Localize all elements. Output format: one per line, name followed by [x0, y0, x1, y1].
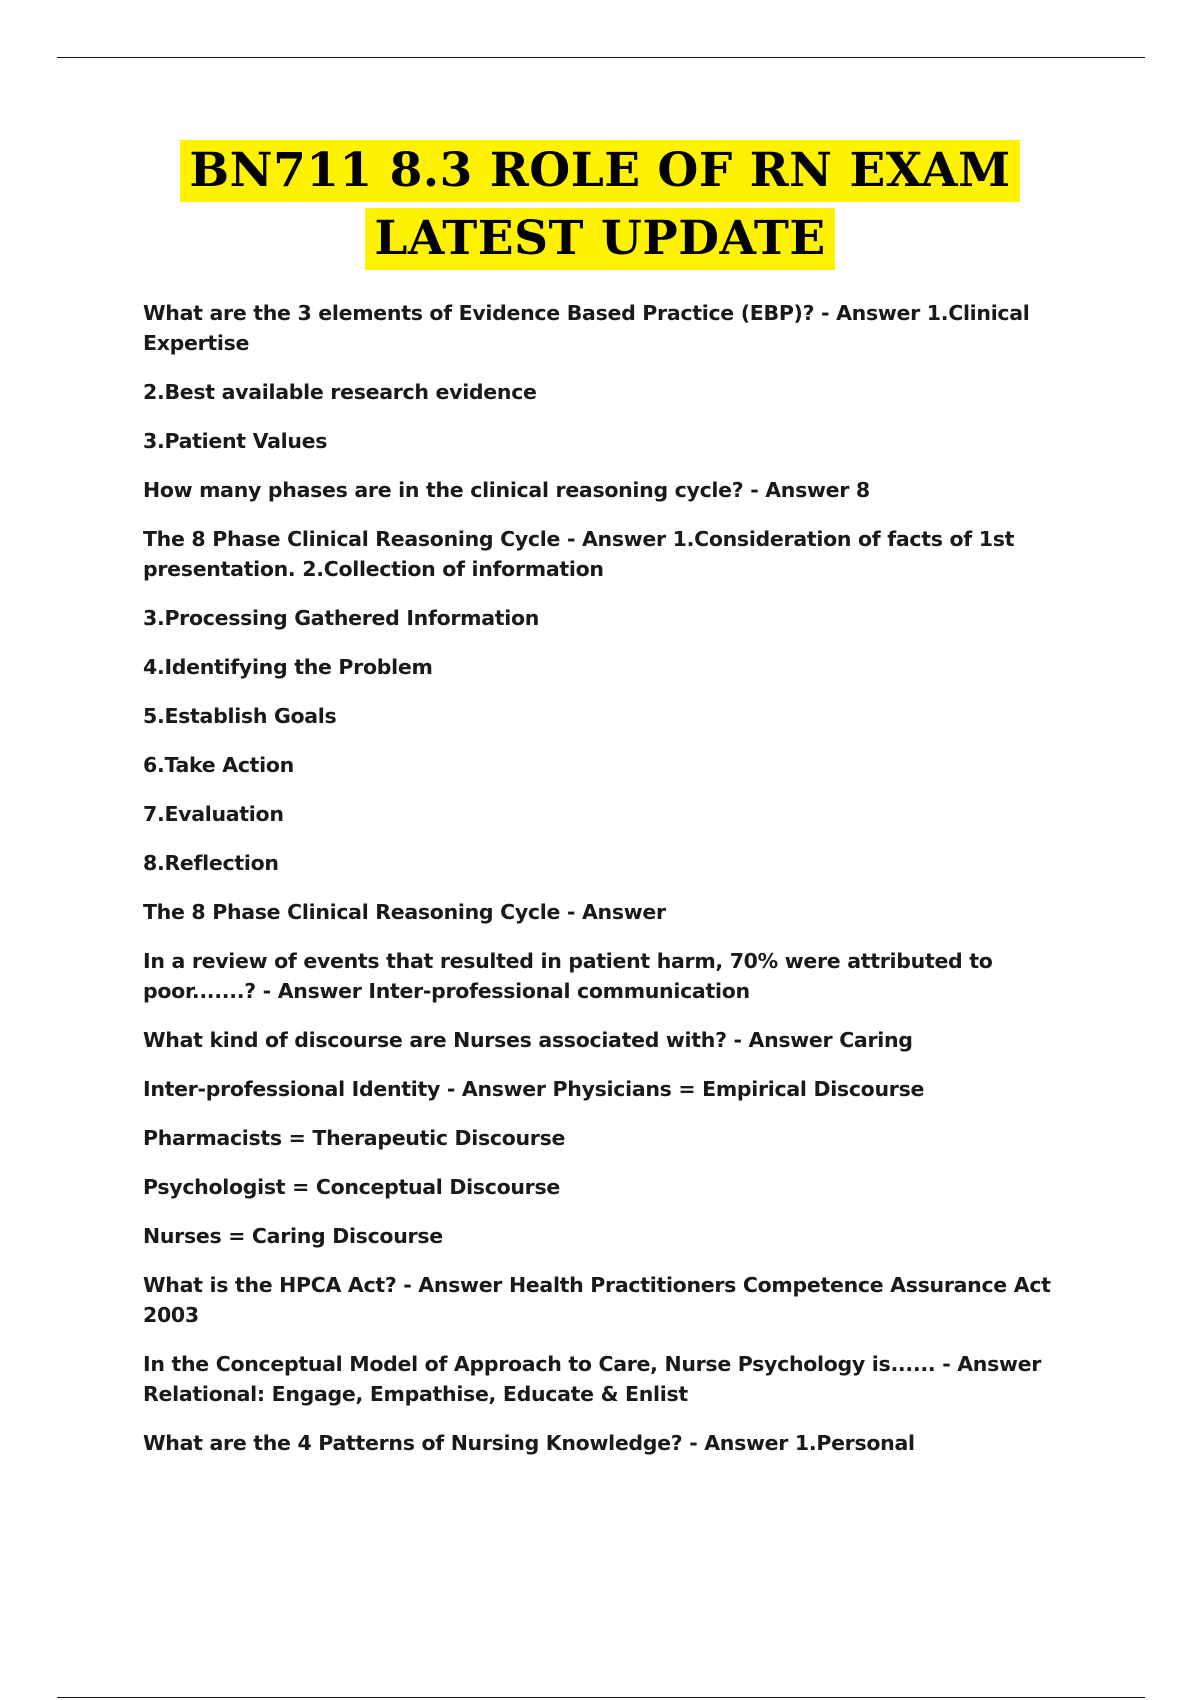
qa-paragraph: Pharmacists = Therapeutic Discourse [143, 1126, 566, 1150]
document-title [0, 140, 1200, 270]
qa-paragraph: Psychologist = Conceptual Discourse [143, 1175, 560, 1199]
qa-paragraph: 7.Evaluation [143, 802, 284, 826]
qa-paragraph: What kind of discourse are Nurses associated with? - Answer Caring [143, 1028, 913, 1052]
title-line-1: BN711 8.3 ROLE OF RN EXAM [180, 140, 1019, 202]
footer-rule [57, 1697, 1145, 1698]
header-rule [57, 57, 1145, 58]
qa-paragraph: 2.Best available research evidence [143, 380, 537, 404]
qa-paragraph: Nurses = Caring Discourse [143, 1224, 443, 1248]
qa-paragraph: The 8 Phase Clinical Reasoning Cycle - Answer 1.Consideration of facts of 1st presentation. 2.Collection of information [143, 527, 1015, 581]
qa-paragraph: 4.Identifying the Problem [143, 655, 433, 679]
qa-paragraph: 5.Establish Goals [143, 704, 337, 728]
title-line-2: LATEST UPDATE [365, 208, 834, 270]
qa-paragraph: Inter-professional Identity - Answer Physicians = Empirical Discourse [143, 1077, 925, 1101]
qa-paragraph: 3.Patient Values [143, 429, 328, 453]
qa-paragraph: How many phases are in the clinical reasoning cycle? - Answer 8 [143, 478, 870, 502]
qa-paragraph: 3.Processing Gathered Information [143, 606, 540, 630]
document-body [143, 298, 1088, 1477]
qa-paragraph: In the Conceptual Model of Approach to Care, Nurse Psychology is...... - Answer Relational: Engage, Empathise, Educate & Enlist [143, 1352, 1042, 1406]
qa-paragraph: What are the 3 elements of Evidence Based Practice (EBP)? - Answer 1.Clinical Expertise [143, 301, 1030, 355]
qa-paragraph: In a review of events that resulted in patient harm, 70% were attributed to poor.......? - Answer Inter-professional communication [143, 949, 993, 1003]
qa-paragraph: What are the 4 Patterns of Nursing Knowledge? - Answer 1.Personal [143, 1431, 915, 1455]
qa-paragraph: What is the HPCA Act? - Answer Health Practitioners Competence Assurance Act 2003 [143, 1273, 1051, 1327]
qa-paragraph: The 8 Phase Clinical Reasoning Cycle - Answer [143, 900, 666, 924]
qa-paragraph: 6.Take Action [143, 753, 294, 777]
qa-paragraph: 8.Reflection [143, 851, 279, 875]
